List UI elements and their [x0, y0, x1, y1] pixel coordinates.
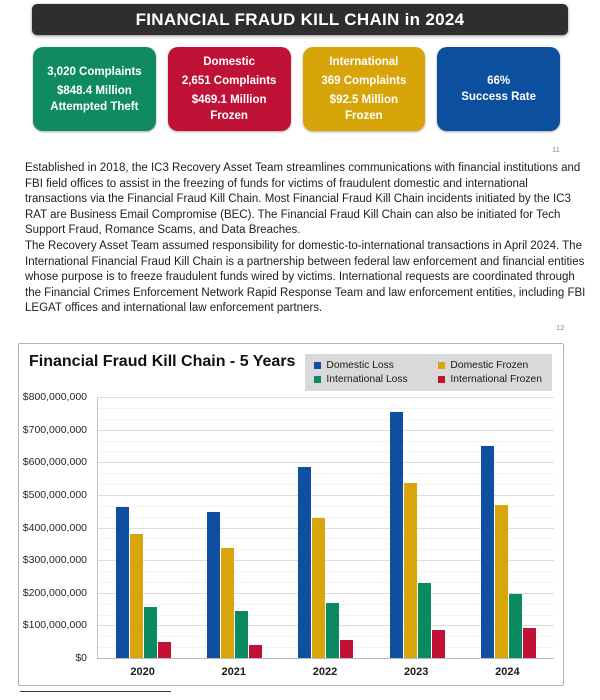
stat-line: 66%: [487, 75, 511, 87]
stat-line: Success Rate: [461, 91, 537, 103]
legend-label: Domestic Frozen: [450, 360, 529, 371]
stat-line: Attempted Theft: [50, 100, 139, 113]
y-tick-label: $100,000,000: [22, 619, 87, 632]
major-gridline: [98, 397, 554, 398]
chart-plot-area: [97, 397, 554, 659]
bar-group-2021: [189, 512, 280, 658]
header-banner: [32, 4, 568, 35]
y-tick-label: $700,000,000: [22, 423, 87, 436]
legend-item-domestic-frozen: [438, 360, 542, 371]
bar-international-loss-2021: [235, 611, 248, 658]
stat-line: Frozen: [210, 110, 248, 122]
minor-gridline: [98, 419, 554, 420]
bar-international-frozen-2024: [523, 628, 536, 658]
paragraph-2: The Recovery Asset Team assumed responsibility for domestic-to-international transactions in April 2024. The International Financial Fraud Kill Chain is a partnership between federal law enforcement and financial entities whose purpose is to freeze fraudulent funds wired by victims. International requests are coordinated through the Financial Crimes Enforcement Network Rapid Response Team and law enforcement entities, including FBI LEGAT offices and international law enforcement partners.: [25, 239, 586, 315]
bar-international-loss-2024: [509, 594, 522, 658]
x-tick-label-2024: 2024: [495, 666, 520, 678]
x-tick-label-2023: 2023: [403, 666, 429, 678]
stat-box-total-complaints: [33, 47, 156, 131]
footnote-divider: [20, 691, 171, 692]
legend-swatch-icon: [438, 376, 445, 383]
legend-label: Domestic Loss: [326, 360, 394, 371]
bar-group-2022: [280, 467, 371, 658]
bar-group-2020: [98, 507, 189, 658]
major-gridline: [98, 430, 554, 431]
stat-line: $92.5 Million: [329, 94, 399, 106]
y-tick-label: $400,000,000: [22, 521, 87, 534]
y-tick-label: $0: [75, 652, 87, 664]
stat-line: Domestic: [203, 56, 256, 68]
stat-line: International: [329, 56, 399, 68]
bar-international-frozen-2023: [432, 630, 445, 658]
footnote-marker-11: 11: [552, 145, 560, 154]
bar-international-frozen-2022: [340, 640, 353, 658]
stat-line: 3,020 Complaints: [47, 65, 142, 78]
y-tick-label: $200,000,000: [22, 586, 87, 599]
legend-item-international-frozen: [438, 374, 542, 385]
x-tick-label-2021: 2021: [221, 666, 247, 678]
bar-international-loss-2020: [144, 607, 157, 658]
stat-line: $469.1 Million: [191, 94, 267, 106]
legend-label: International Frozen: [450, 374, 542, 385]
chart-legend: [305, 354, 552, 391]
stat-line: 369 Complaints: [321, 75, 407, 87]
y-tick-label: $800,000,000: [22, 391, 87, 403]
bar-domestic-loss-2024: [481, 446, 494, 658]
legend-swatch-icon: [438, 362, 445, 369]
stat-line: 2,651 Complaints: [181, 75, 277, 87]
stat-line: Frozen: [345, 110, 383, 122]
bar-domestic-frozen-2020: [130, 534, 143, 658]
x-tick-label-2020: 2020: [130, 666, 155, 678]
y-tick-label: $600,000,000: [22, 456, 87, 469]
bar-international-loss-2022: [326, 603, 339, 658]
bar-domestic-loss-2021: [207, 512, 220, 658]
chart-card: [18, 343, 564, 686]
stat-line: $848.4 Million: [56, 84, 132, 97]
bar-international-frozen-2020: [158, 642, 171, 658]
body-text: [25, 161, 587, 317]
minor-gridline: [98, 441, 554, 442]
chart-title: Financial Fraud Kill Chain - 5 Years: [29, 353, 296, 370]
y-tick-label: $300,000,000: [22, 554, 87, 567]
y-tick-label: $500,000,000: [22, 488, 87, 501]
stat-box-success-rate: [437, 47, 560, 131]
legend-item-international-loss: [314, 374, 428, 385]
bar-domestic-frozen-2022: [312, 518, 325, 658]
stat-box-international: [303, 47, 426, 131]
bar-international-loss-2023: [418, 583, 431, 658]
legend-swatch-icon: [314, 362, 321, 369]
page-title: FINANCIAL FRAUD KILL CHAIN in 2024: [135, 9, 465, 29]
footnote-marker-12: 12: [556, 323, 565, 332]
stat-box-domestic: [168, 47, 291, 131]
legend-swatch-icon: [314, 376, 321, 383]
bar-international-frozen-2021: [249, 645, 262, 658]
paragraph-1: Established in 2018, the IC3 Recovery Asset Team streamlines communications with financial institutions and FBI field offices to assist in the freezing of funds for victims of fraudulent domestic and international transactions via the Financial Fraud Kill Chain. Most Financial Fraud Kill Chain incidents initiated by the IC3 RAT are Business Email Compromise (BEC). The Financial Fraud Kill Chain can also be initiated for Tech Support Fraud, Romance Scams, and Data Breaches.: [25, 162, 581, 237]
bar-domestic-frozen-2024: [495, 505, 508, 658]
stat-boxes-row: [33, 47, 560, 131]
legend-item-domestic-loss: [314, 360, 428, 371]
minor-gridline: [98, 408, 554, 409]
bar-group-2023: [372, 412, 463, 658]
bar-domestic-loss-2022: [298, 467, 311, 658]
bar-domestic-loss-2020: [116, 507, 129, 658]
bar-group-2024: [463, 446, 554, 658]
x-tick-label-2022: 2022: [312, 666, 338, 678]
bar-domestic-frozen-2023: [404, 483, 417, 658]
bar-domestic-loss-2023: [390, 412, 403, 658]
legend-label: International Loss: [326, 374, 408, 385]
bar-domestic-frozen-2021: [221, 548, 234, 658]
